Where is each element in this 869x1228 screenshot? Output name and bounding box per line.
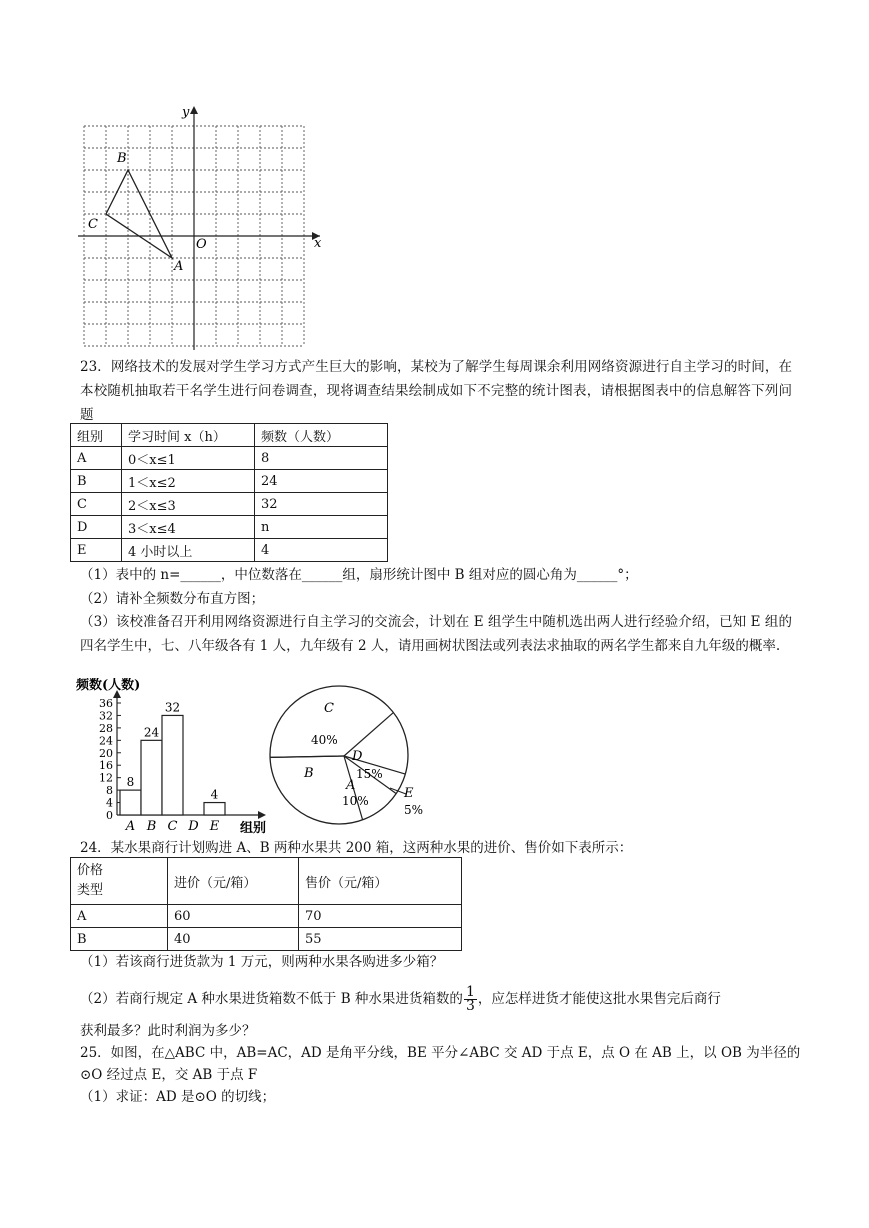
table-cell: 24: [255, 470, 388, 493]
fraction-numerator: 1: [465, 984, 475, 1000]
corner-bottom-label: 类型: [77, 883, 104, 898]
hist-data-label: 32: [164, 700, 181, 715]
hist-bar: [120, 790, 141, 815]
pie-slice-label: C: [324, 701, 334, 716]
table-cell: 0＜x≤1: [122, 447, 255, 470]
pie-slice-percent: 15%: [356, 767, 383, 781]
table-row: [71, 447, 388, 470]
x-axis-label: x: [314, 236, 322, 251]
table-header-cell: 频数（人数）: [255, 424, 388, 447]
hist-y-tick-label: 24: [99, 734, 113, 748]
table-cell: n: [255, 516, 388, 539]
q23-table: [70, 423, 388, 562]
table-row: [71, 516, 388, 539]
table-header-row: [71, 424, 388, 447]
table-cell: 60: [168, 905, 299, 928]
hist-y-tick-label: 28: [99, 721, 113, 735]
hist-data-label: 4: [210, 787, 219, 802]
pie-slice-label: A: [346, 778, 356, 793]
table-cell: 4: [255, 539, 388, 562]
q25-line1: 25．如图，在△ABC 中，AB=AC，AD 是角平分线，BE 平分∠ABC 交 AD 于点 E，点 O 在 AB 上，以 OB 为半径的: [80, 1045, 801, 1061]
table-row: [71, 539, 388, 562]
table-cell: E: [71, 539, 122, 562]
table-header-row: [71, 858, 462, 905]
table-header-cell: 学习时间 x（h）: [122, 424, 255, 447]
q24-part1: （1）若该商行进货款为 1 万元，则两种水果各购进多少箱？: [80, 954, 444, 970]
q25-line2: ⊙O 经过点 E，交 AB 于点 F: [80, 1067, 258, 1083]
hist-category-label: C: [167, 819, 178, 834]
pie-slice-label: D: [352, 749, 363, 764]
table-cell: 3＜x≤4: [122, 516, 255, 539]
table-row: [71, 470, 388, 493]
q24-table: [70, 857, 462, 951]
table-corner-cell: [71, 858, 168, 905]
q23-part1: （1）表中的 n=______，中位数落在______组，扇形统计图中 B 组对应的圆心角为______°；: [80, 567, 638, 583]
hist-category-label: E: [209, 819, 220, 834]
point-label-b: B: [117, 151, 127, 166]
q24-part2: [80, 984, 721, 1014]
q23-part2: （2）请补全频数分布直方图；: [80, 591, 265, 607]
q24-part2-pre: （2）若商行规定 A 种水果进货箱数不低于 B 种水果进货箱数的: [80, 991, 463, 1007]
triangle-abc: [106, 170, 172, 258]
point-label-c: C: [88, 217, 98, 232]
table-header-cell: 组别: [71, 424, 122, 447]
pie-slice-percent: 5%: [404, 803, 424, 817]
frequency-histogram: [72, 678, 282, 836]
hist-y-tick-label: 0: [106, 809, 113, 822]
table-cell: 4 小时以上: [122, 539, 255, 562]
hist-category-label: D: [188, 819, 199, 834]
y-axis-label: y: [182, 105, 190, 120]
coordinate-grid-figure: [76, 100, 326, 352]
q23-part3: （3）该校准备召开利用网络资源进行自主学习的交流会，计划在 E 组学生中随机选出两人进行经验介绍，已知 E 组的四名学生中，七、八年级各有 1 人，九年级有 2 人，请用画树状图法或列表法求抽取的两名学生都来自九年级的概率.: [80, 614, 792, 654]
table-cell: 8: [255, 447, 388, 470]
hist-data-label: 8: [126, 775, 135, 790]
table-cell: 40: [168, 928, 299, 951]
table-cell: 32: [255, 493, 388, 516]
hist-y-tick-label: 36: [99, 697, 113, 710]
origin-label: O: [196, 237, 207, 252]
hist-bar: [141, 740, 162, 815]
hist-bar: [204, 803, 225, 815]
table-cell: A: [71, 905, 168, 928]
hist-data-label: 24: [143, 725, 160, 740]
table-header-cell: 售价（元/箱）: [299, 858, 462, 905]
hist-y-tick-label: 12: [99, 771, 113, 785]
pie-outline: [270, 686, 408, 824]
table-cell: C: [71, 493, 122, 516]
q24-part2-post: ，应怎样进货才能使这批水果售完后商行: [477, 991, 721, 1007]
table-row: [71, 905, 462, 928]
table-cell: 2＜x≤3: [122, 493, 255, 516]
pie-slice-label: E: [404, 786, 414, 801]
corner-top-label: 价格: [77, 863, 104, 878]
table-cell: B: [71, 928, 168, 951]
table-row: [71, 928, 462, 951]
hist-category-label: B: [146, 819, 157, 834]
q23-intro: 23．网络技术的发展对学生学习方式产生巨大的影响，某校为了解学生每周课余利用网络资源进行自主学习的时间，在本校随机抽取若干名学生进行问卷调查，现将调查结果绘制成如下不完整的统计图表，请根据图表中的信息解答下列问题: [80, 359, 792, 423]
pie-slice-label: B: [304, 766, 314, 781]
hist-category-label: A: [125, 819, 136, 834]
table-cell: 1＜x≤2: [122, 470, 255, 493]
fraction-one-third: [464, 986, 477, 1013]
q25-part1: （1）求证：AD 是⊙O 的切线；: [80, 1089, 276, 1105]
table-row: [71, 493, 388, 516]
hist-bar: [162, 715, 183, 815]
table-cell: 70: [299, 905, 462, 928]
point-label-a: A: [174, 259, 184, 274]
table-header-cell: 进价（元/箱）: [168, 858, 299, 905]
hist-x-label: 组别: [240, 821, 267, 836]
q24-intro: 24．某水果商行计划购进 A、B 两种水果共 200 箱，这两种水果的进价、售价如下表所示：: [80, 840, 633, 856]
hist-y-label: 频数(人数): [76, 678, 141, 693]
hist-y-tick-label: 16: [99, 759, 113, 773]
hist-y-tick-label: 4: [106, 796, 113, 810]
hist-y-tick-label: 20: [99, 746, 113, 760]
table-cell: B: [71, 470, 122, 493]
table-cell: 55: [299, 928, 462, 951]
table-cell: A: [71, 447, 122, 470]
fraction-denominator: 3: [465, 998, 475, 1014]
pie-slice-percent: 10%: [342, 794, 369, 808]
table-cell: D: [71, 516, 122, 539]
q24-part2-line2: 获利最多？此时利润为多少？: [80, 1023, 256, 1039]
pie-slice-percent: 40%: [311, 733, 338, 747]
pie-chart: [266, 682, 436, 827]
hist-y-tick-label: 8: [106, 784, 113, 798]
hist-y-tick-label: 32: [99, 709, 113, 723]
